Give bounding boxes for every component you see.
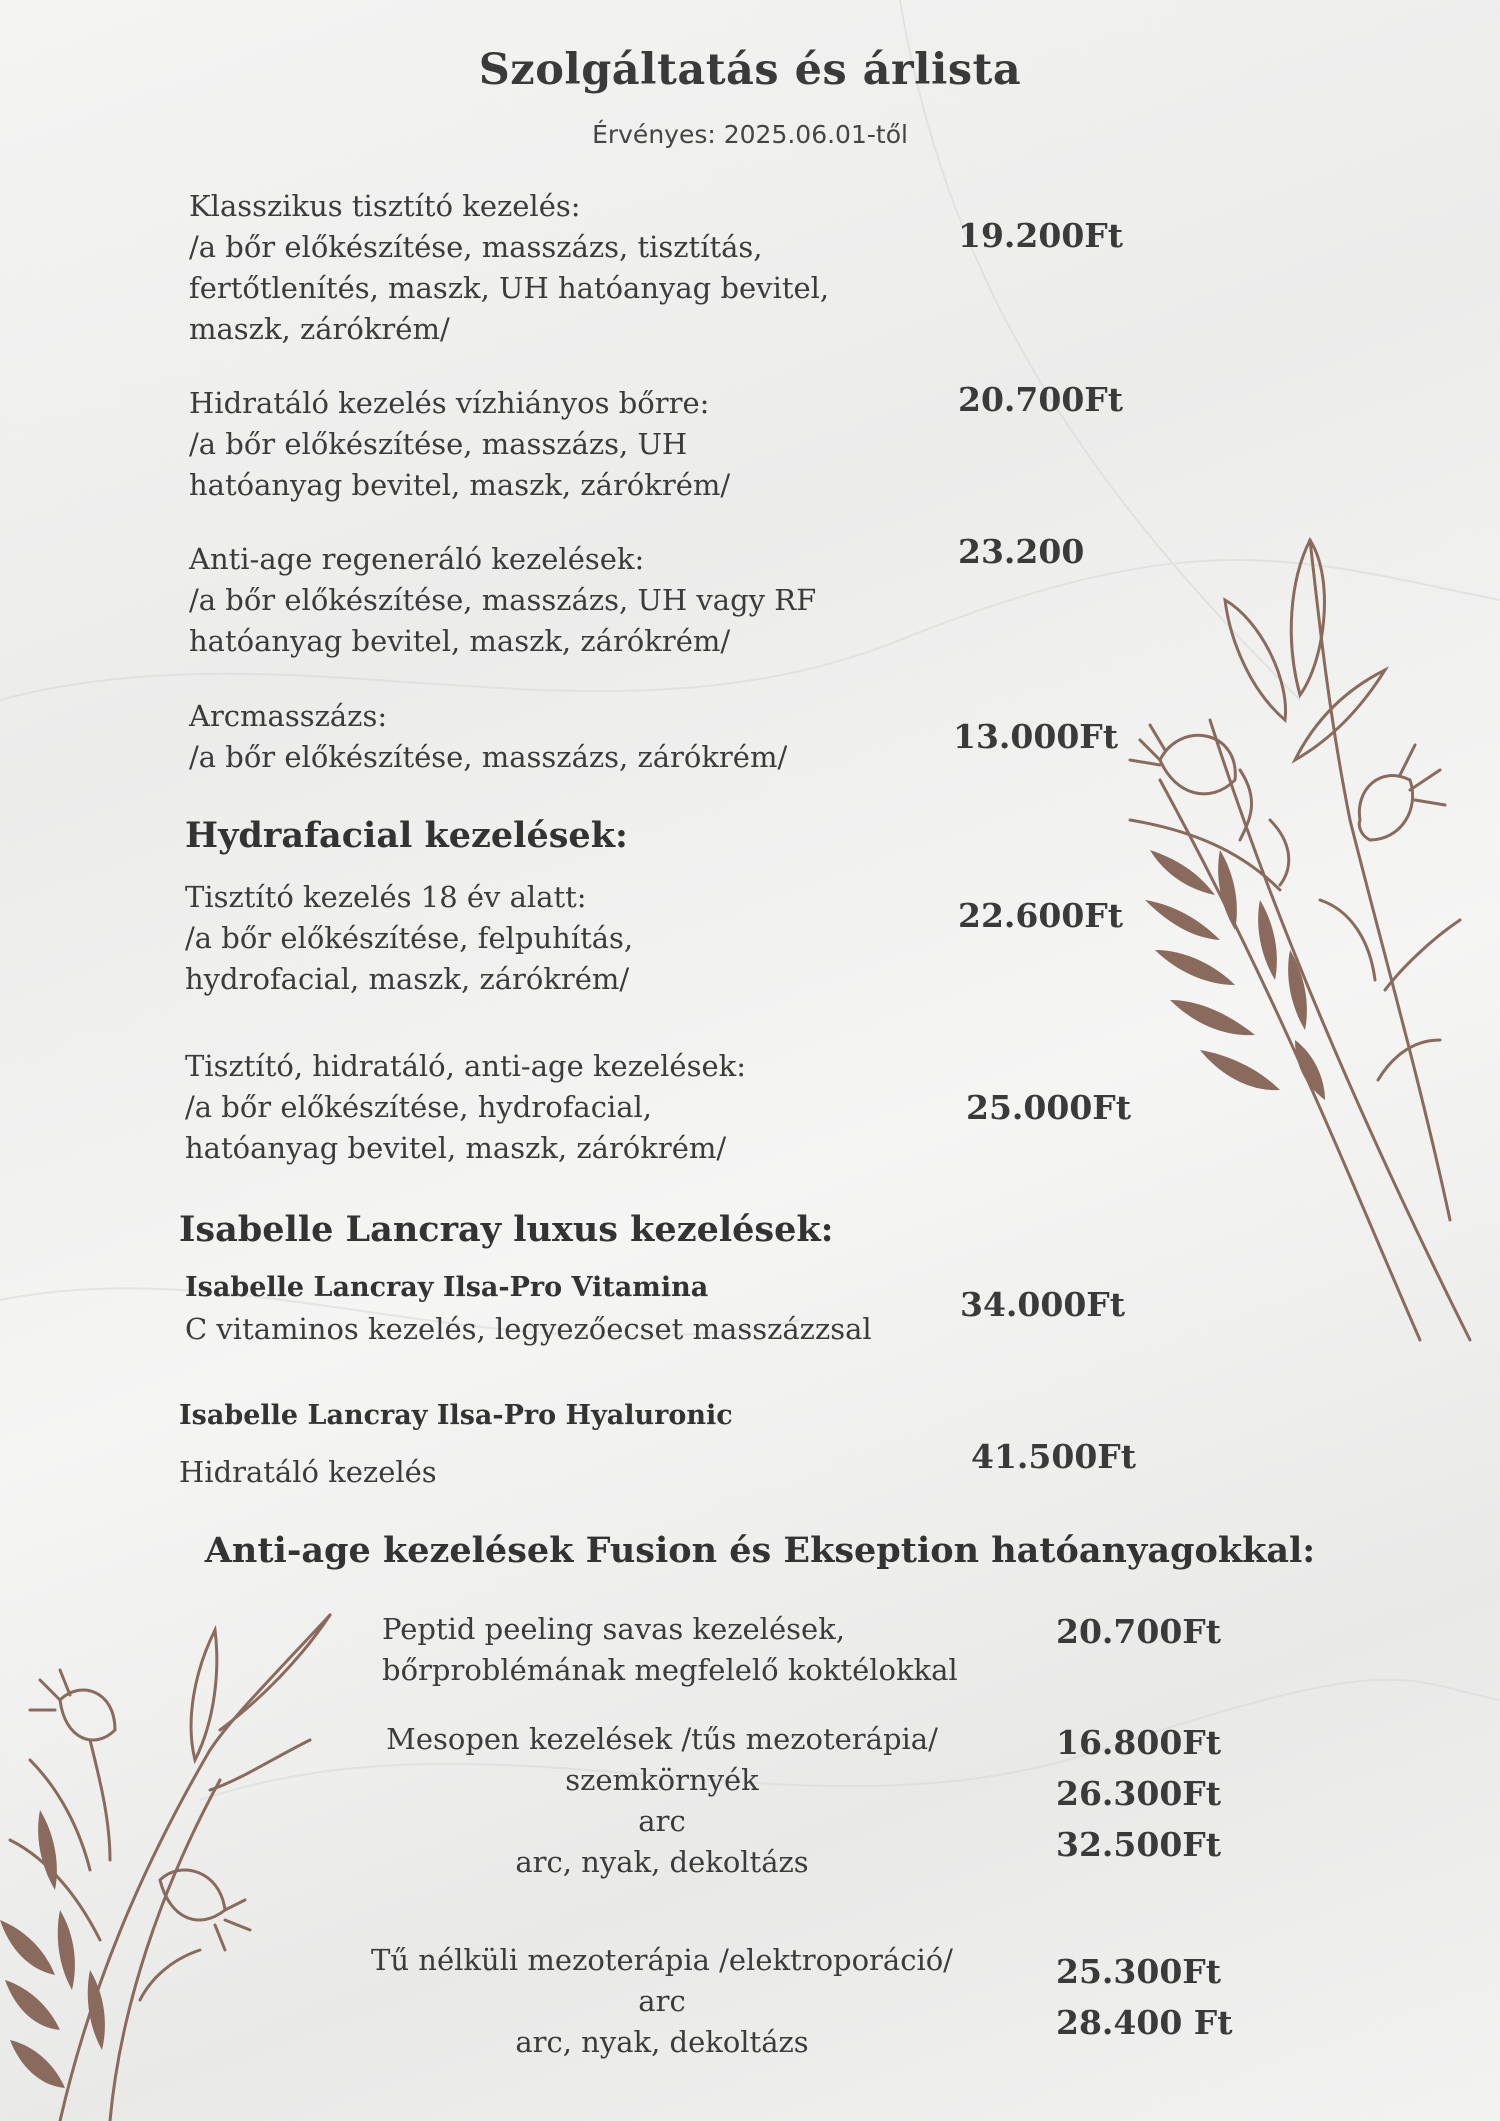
treatment-name: Tű nélküli mezoterápia /elektroporáció/ — [371, 1943, 953, 1977]
hydrafacial-treatment-2 — [185, 1046, 746, 1169]
treatment-line: bőrproblémának megfelelő koktélokkal — [382, 1653, 958, 1687]
treatment-detail: hydrofacial, maszk, zárókrém/ — [185, 962, 630, 996]
treatment-detail: /a bőr előkészítése, felpuhítás, — [185, 921, 634, 955]
treatment-detail: /a bőr előkészítése, masszázs, UH vagy RF — [189, 583, 817, 617]
lancray-heading: Isabelle Lancray luxus kezelések: — [179, 1209, 834, 1250]
antiage-heading: Anti-age kezelések Fusion és Ekseption hatóanyagokkal: — [204, 1530, 1316, 1571]
treatment-detail: /a bőr előkészítése, masszázs, zárókrém/ — [189, 740, 788, 774]
lancray-hyaluronic-detail: Hidratáló kezelés — [179, 1455, 437, 1489]
treatment-name: Klasszikus tisztító kezelés: — [189, 189, 581, 223]
peptid-treatment — [382, 1609, 958, 1691]
treatment-name: Anti-age regeneráló kezelések: — [189, 542, 645, 576]
price-classic-2: 20.700Ft — [958, 380, 1123, 419]
needleless-treatment — [362, 1940, 962, 2063]
option-label: arc, nyak, dekoltázs — [515, 1845, 809, 1879]
option-label: arc — [638, 1984, 686, 2018]
price-mesopen-arc-nyak: 32.500Ft — [1056, 1825, 1221, 1864]
hydrafacial-treatment-1 — [185, 877, 633, 1000]
price-mesopen-arc: 26.300Ft — [1056, 1774, 1221, 1813]
treatment-detail: fertőtlenítés, maszk, UH hatóanyag bevitel, — [189, 271, 830, 305]
lancray-vitamina-name: Isabelle Lancray Ilsa-Pro Vitamina — [185, 1272, 709, 1303]
price-hydrafacial-1: 22.600Ft — [958, 896, 1123, 935]
option-label: szemkörnyék — [565, 1763, 759, 1797]
option-label: arc — [638, 1804, 686, 1838]
floral-branch-right-icon — [1120, 520, 1500, 1350]
classic-treatment-1 — [189, 186, 829, 350]
lancray-hyaluronic-name: Isabelle Lancray Ilsa-Pro Hyaluronic — [179, 1400, 733, 1431]
treatment-name: Tisztító kezelés 18 év alatt: — [185, 880, 587, 914]
classic-treatment-4 — [189, 696, 787, 778]
treatment-name: Tisztító, hidratáló, anti-age kezelések: — [185, 1049, 746, 1083]
mesopen-treatment — [362, 1719, 962, 1883]
price-peptid: 20.700Ft — [1056, 1612, 1221, 1651]
treatment-detail: hatóanyag bevitel, maszk, zárókrém/ — [189, 624, 731, 658]
classic-treatment-3 — [189, 539, 816, 662]
treatment-name: Arcmasszázs: — [189, 699, 388, 733]
price-mesopen-szemkornyek: 16.800Ft — [1056, 1723, 1221, 1762]
treatment-detail: maszk, zárókrém/ — [189, 312, 450, 346]
treatment-detail: /a bőr előkészítése, hydrofacial, — [185, 1090, 653, 1124]
price-classic-1: 19.200Ft — [958, 216, 1123, 255]
price-hydrafacial-2: 25.000Ft — [966, 1088, 1131, 1127]
price-classic-3: 23.200 — [958, 532, 1085, 571]
validity-date: Érvényes: 2025.06.01-től — [592, 120, 908, 149]
lancray-vitamina-detail: C vitaminos kezelés, legyezőecset masszázzsal — [185, 1312, 872, 1346]
hydrafacial-heading: Hydrafacial kezelések: — [185, 815, 628, 856]
page-title: Szolgáltatás és árlista — [478, 45, 1022, 95]
treatment-detail: hatóanyag bevitel, maszk, zárókrém/ — [185, 1131, 727, 1165]
price-needleless-arc: 25.300Ft — [1056, 1952, 1221, 1991]
price-lancray-hyaluronic: 41.500Ft — [971, 1437, 1136, 1476]
treatment-line: Peptid peeling savas kezelések, — [382, 1612, 845, 1646]
price-lancray-vitamina: 34.000Ft — [960, 1285, 1125, 1324]
floral-branch-bottom-left-icon — [0, 1610, 340, 2121]
option-label: arc, nyak, dekoltázs — [515, 2025, 809, 2059]
treatment-detail: hatóanyag bevitel, maszk, zárókrém/ — [189, 468, 731, 502]
treatment-name: Mesopen kezelések /tűs mezoterápia/ — [386, 1722, 938, 1756]
treatment-detail: /a bőr előkészítése, masszázs, tisztítás, — [189, 230, 763, 264]
classic-treatment-2 — [189, 383, 730, 506]
price-needleless-arc-nyak: 28.400 Ft — [1056, 2003, 1233, 2042]
price-classic-4: 13.000Ft — [953, 717, 1118, 756]
treatment-name: Hidratáló kezelés vízhiányos bőrre: — [189, 386, 710, 420]
treatment-detail: /a bőr előkészítése, masszázs, UH — [189, 427, 688, 461]
